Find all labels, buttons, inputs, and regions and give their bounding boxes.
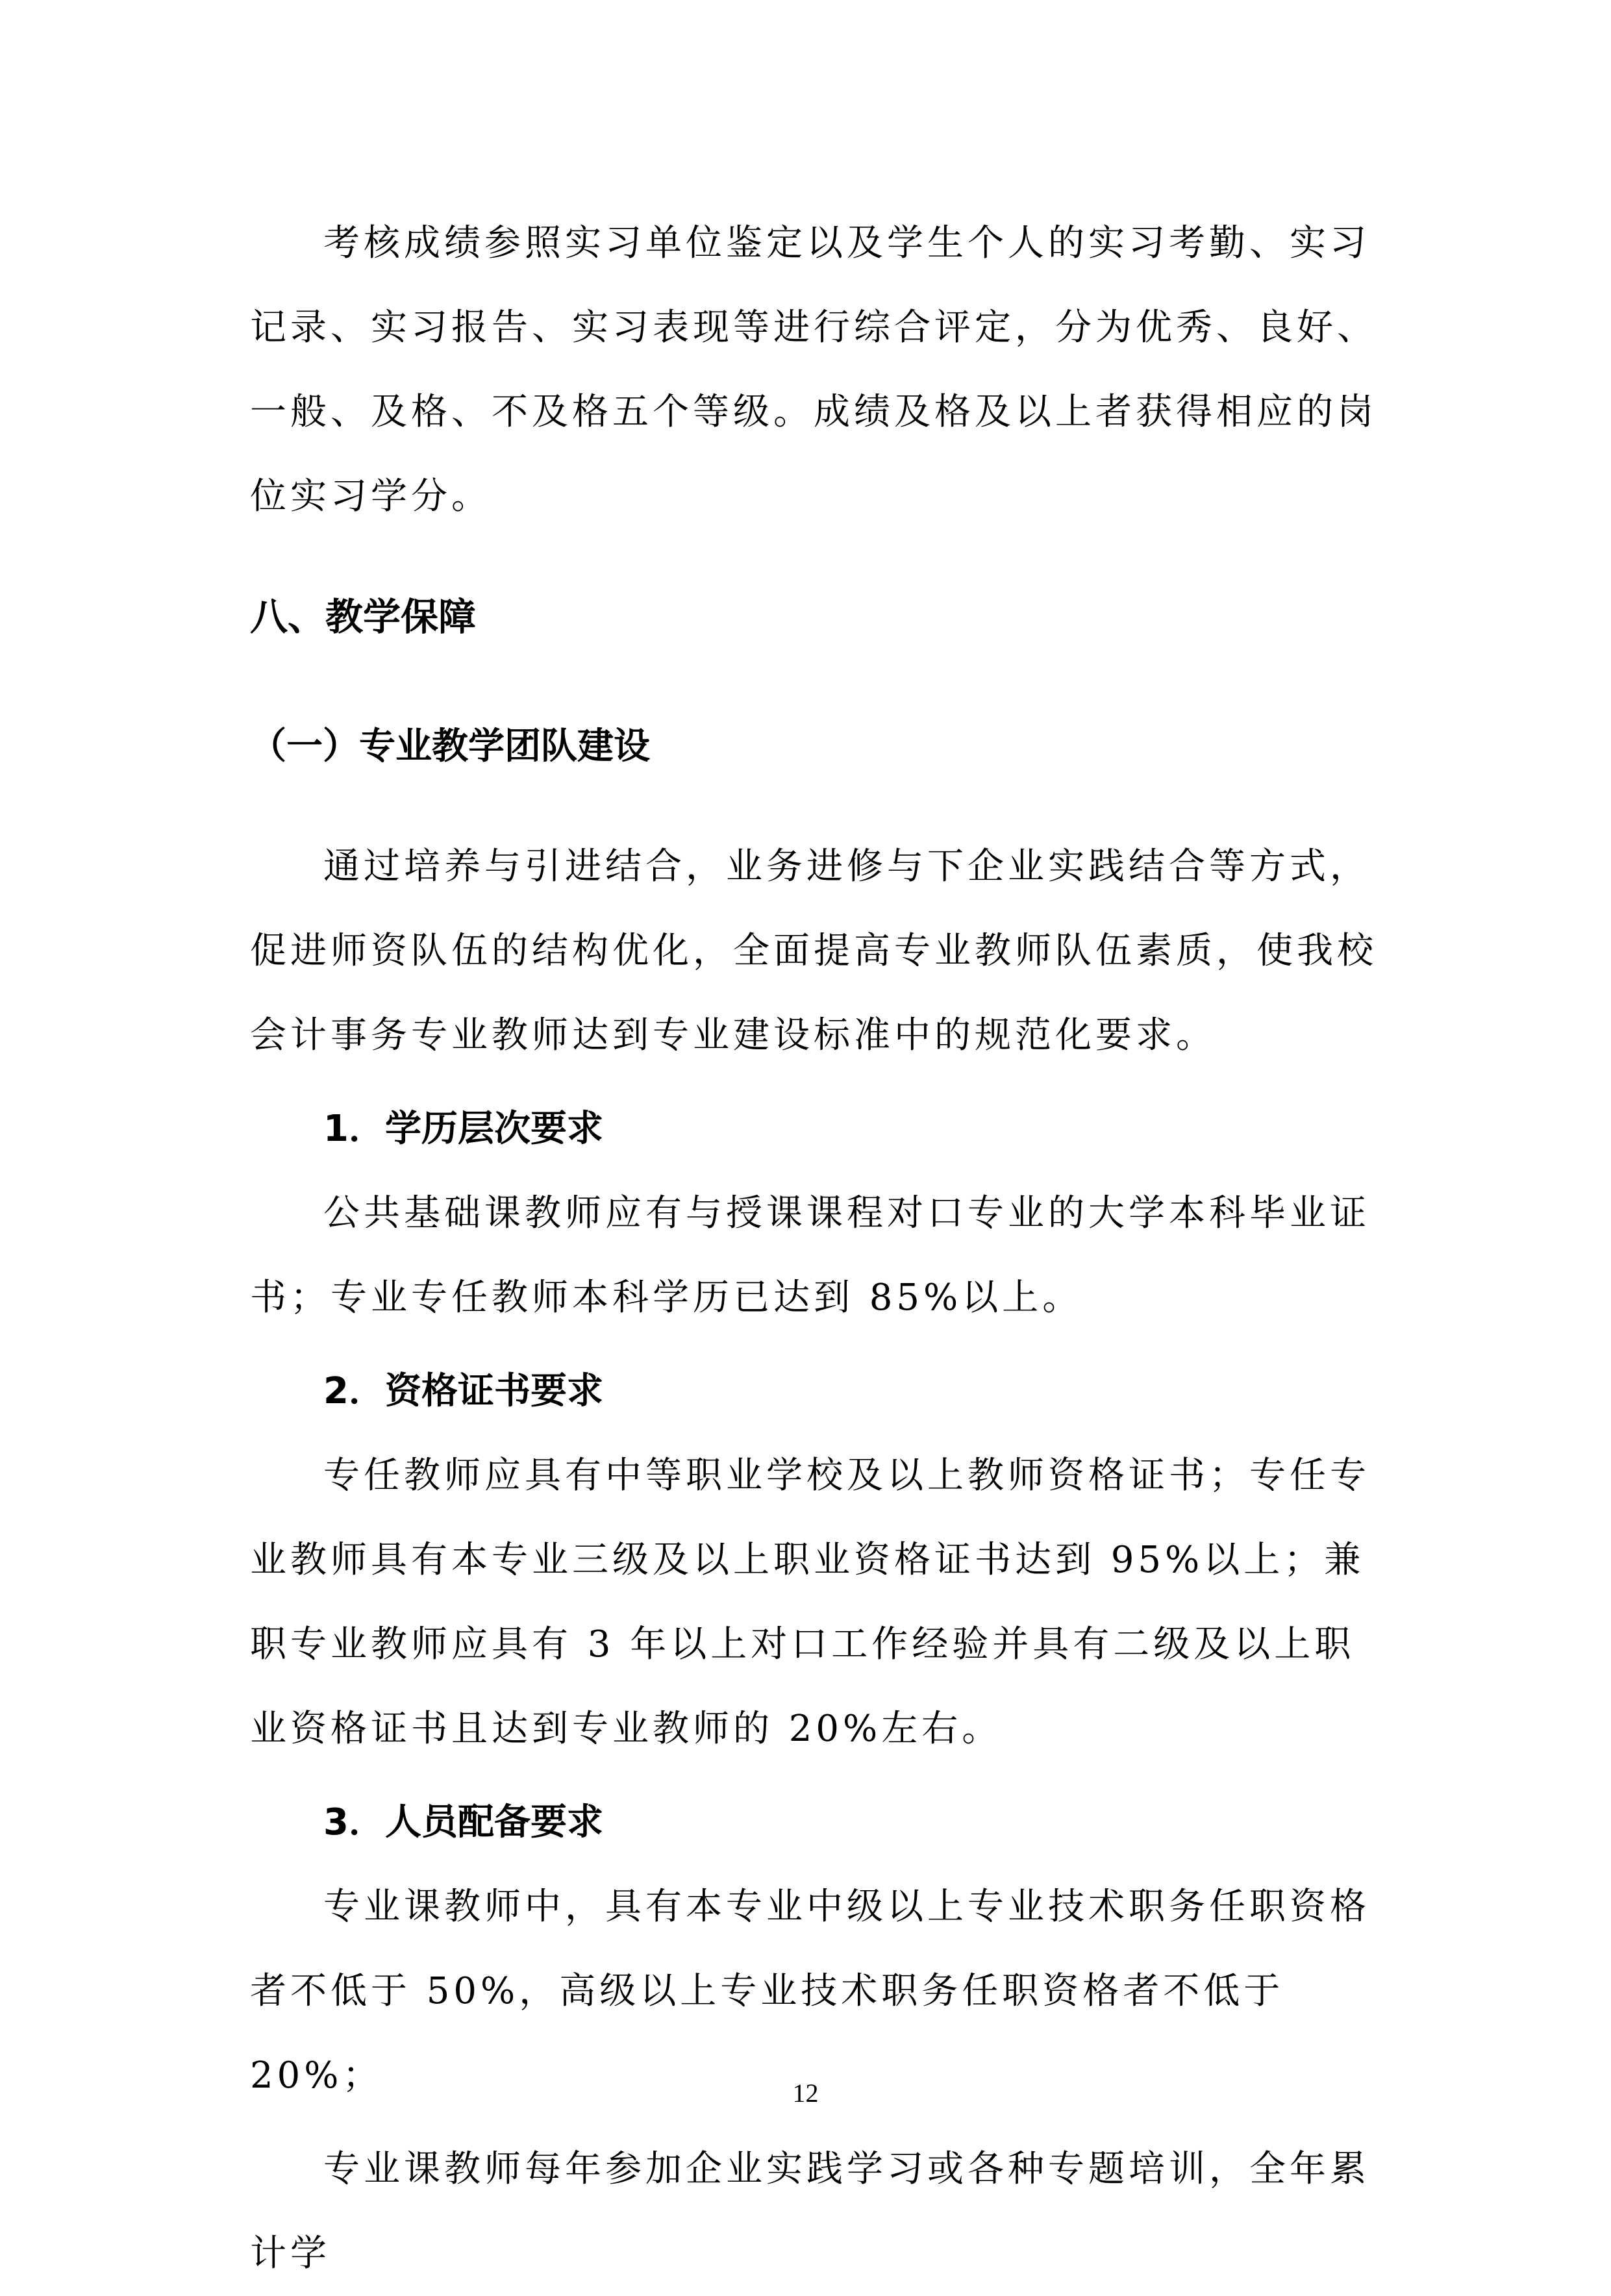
item-heading-certificate: 2．资格证书要求 [323, 1370, 603, 1412]
training-paragraph: 专业课教师每年参加企业实践学习或各种专题培训，全年累计学 [250, 2148, 1370, 2275]
subsection-heading-teaching-team: （一）专业教学团队建设 [250, 725, 650, 767]
teaching-team-paragraph: 通过培养与引进结合，业务进修与下企业实践结合等方式，促进师资队伍的结构优化，全面提高专业教师队伍素质，使我校会计事务专业教师达到专业建设标准中的规范化要求。 [250, 845, 1377, 1056]
page-number: 12 [792, 2078, 819, 2108]
item-heading-staffing: 3．人员配备要求 [323, 1801, 603, 1843]
certificate-paragraph: 专任教师应具有中等职业学校及以上教师资格证书；专任专业教师具有本专业三级及以上职业资格证书达到 95%以上；兼职专业教师应具有 3 年以上对口工作经验并具有二级及以上职业资格证书且达到专业教师的 20%左右。 [250, 1454, 1370, 1750]
intro-paragraph: 考核成绩参照实习单位鉴定以及学生个人的实习考勤、实习记录、实习报告、实习表现等进行综合评定，分为优秀、良好、一般、及格、不及格五个等级。成绩及格及以上者获得相应的岗位实习学分。 [250, 222, 1377, 518]
item-heading-education-level: 1．学历层次要求 [323, 1108, 603, 1150]
page-content [250, 201, 1380, 2296]
staffing-paragraph: 专业课教师中，具有本专业中级以上专业技术职务任职资格者不低于 50%，高级以上专业技术职务任职资格者不低于 20%； [250, 1886, 1370, 2097]
education-level-paragraph: 公共基础课教师应有与授课课程对口专业的大学本科毕业证书；专业专任教师本科学历已达到 85%以上。 [250, 1192, 1370, 1319]
section-heading-teaching-guarantee: 八、教学保障 [250, 595, 477, 639]
